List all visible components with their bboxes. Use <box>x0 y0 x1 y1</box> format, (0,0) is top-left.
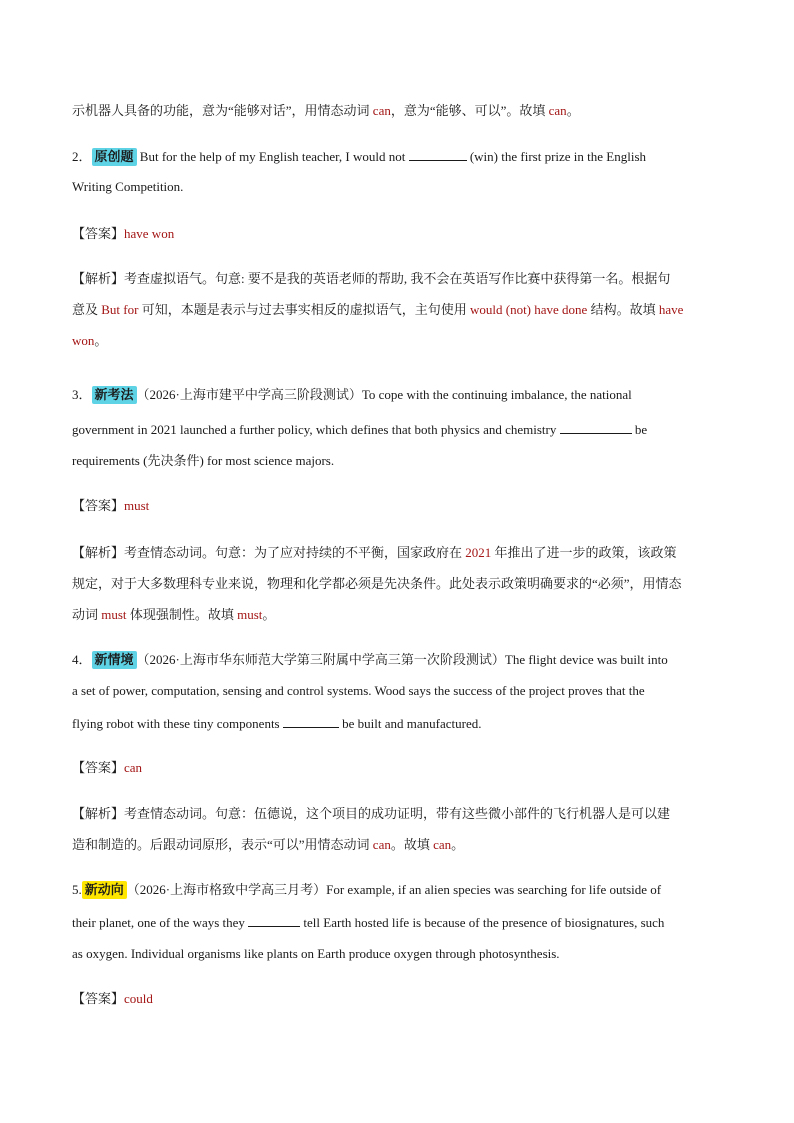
text: 示机器人具备的功能，意为“能够对话”，用情态动词 <box>72 103 373 118</box>
question-3-line-3 <box>72 452 724 470</box>
question-3-line-1 <box>72 386 724 404</box>
answer-term: won <box>72 333 95 348</box>
answer-term: can <box>372 103 391 118</box>
text: 。 <box>566 103 580 118</box>
question-text: government in 2021 launched a further policy, which defines that both physics and chemistry <box>72 422 560 437</box>
explanation-2-line-2 <box>72 301 724 319</box>
answer-label: 【答案】 <box>72 226 125 241</box>
question-4-line-2 <box>72 682 724 700</box>
answer-2 <box>72 225 724 243</box>
answer-3 <box>72 497 724 515</box>
question-number: 4． <box>72 652 92 667</box>
explanation-4-line-1 <box>72 805 724 823</box>
question-4-line-3 <box>72 714 724 733</box>
answer-term: can <box>372 837 391 852</box>
fill-blank[interactable] <box>409 147 467 161</box>
answer-value: can <box>124 760 143 775</box>
question-text: a set of power, computation, sensing and control systems. Wood says the success of the project proves that the <box>72 683 645 698</box>
answer-term: must <box>101 607 127 622</box>
text: 年推出了进一步的政策，该政策 <box>491 545 677 560</box>
text: 【解析】考查情态动词。句意：为了应对持续的不平衡，国家政府在 <box>72 545 466 560</box>
answer-label: 【答案】 <box>72 991 125 1006</box>
question-number: 5. <box>72 882 82 897</box>
answer-term: must <box>237 607 263 622</box>
question-5-line-1 <box>72 881 724 899</box>
question-text: be <box>631 422 648 437</box>
question-4-line-1 <box>72 651 724 669</box>
answer-term: can <box>433 837 452 852</box>
explanation-3-line-3 <box>72 606 724 624</box>
fill-blank[interactable] <box>560 420 632 434</box>
text: 。 <box>262 607 276 622</box>
answer-term: But for <box>101 302 139 317</box>
answer-term: have <box>658 302 684 317</box>
question-text: To cope with the continuing imbalance, the national <box>361 387 632 402</box>
answer-4 <box>72 759 724 777</box>
text: 可知，本题是表示与过去事实相反的虚拟语气，主句使用 <box>138 302 470 317</box>
question-text: their planet, one of the ways they <box>72 915 249 930</box>
question-tag-badge: 原创题 <box>92 148 137 166</box>
explanation-3-line-2 <box>72 575 724 593</box>
question-tag-badge: 新情境 <box>92 651 137 669</box>
question-tag-badge: 新动向 <box>82 881 127 899</box>
question-source: （2026·上海市华东师范大学第三附属中学高三第一次阶段测试） <box>136 652 505 667</box>
text: 造和制造的。后跟动词原形，表示“可以”用情态动词 <box>72 837 373 852</box>
question-text: The flight device was built into <box>504 652 668 667</box>
question-2-line-2 <box>72 178 724 196</box>
answer-term: would (not) have done <box>469 302 588 317</box>
answer-5 <box>72 990 724 1008</box>
question-5-line-3 <box>72 945 724 963</box>
question-number: 2． <box>72 149 92 164</box>
question-text: flying robot with these tiny components <box>72 716 283 731</box>
fill-blank[interactable] <box>283 714 339 728</box>
explanation-4-line-2 <box>72 836 724 854</box>
explanation-3-line-1 <box>72 544 724 562</box>
text: 。故填 <box>390 837 434 852</box>
explanation-2-line-1 <box>72 270 724 288</box>
answer-label: 【答案】 <box>72 760 125 775</box>
answer-value: must <box>124 498 150 513</box>
text: 。 <box>94 333 108 348</box>
explanation-2-line-3 <box>72 332 724 350</box>
answer-term: can <box>548 103 567 118</box>
question-text: as oxygen. Individual organisms like plants on Earth produce oxygen through photosynthesis. <box>72 946 560 961</box>
answer-label: 【答案】 <box>72 498 125 513</box>
text: 动词 <box>72 607 102 622</box>
question-source: （2026·上海市格致中学高三月考） <box>126 882 327 897</box>
question-text: (win) the first prize in the English <box>466 149 647 164</box>
question-5-line-2 <box>72 913 724 932</box>
explanation-text: 【解析】考查虚拟语气。句意: 要不是我的英语老师的帮助, 我不会在英语写作比赛中获得第一名。根据句 <box>72 271 671 286</box>
question-number: 3． <box>72 387 92 402</box>
explanation-text: 【解析】考查情态动词。句意：伍德说，这个项目的成功证明，带有这些微小部件的飞行机器人是可以建 <box>72 806 671 821</box>
text: 。 <box>451 837 465 852</box>
fill-blank[interactable] <box>248 913 300 927</box>
question-text: tell Earth hosted life is because of the presence of biosignatures, such <box>300 915 665 930</box>
question-text: Writing Competition. <box>72 179 184 194</box>
text: 体现强制性。故填 <box>126 607 238 622</box>
explanation-text: 规定，对于大多数理科专业来说，物理和化学都必须是先决条件。此处表示政策明确要求的“必须”，用情态 <box>72 576 682 591</box>
question-source: （2026·上海市建平中学高三阶段测试） <box>136 387 362 402</box>
question-text: be built and manufactured. <box>338 716 482 731</box>
answer-term: 2021 <box>465 545 492 560</box>
question-text: But for the help of my English teacher, I would not <box>136 149 409 164</box>
explanation-continuation <box>72 102 724 120</box>
question-2-line-1 <box>72 147 724 166</box>
question-text: For example, if an alien species was searching for life outside of <box>326 882 662 897</box>
question-3-line-2 <box>72 420 724 439</box>
text: 意及 <box>72 302 102 317</box>
answer-value: have won <box>124 226 175 241</box>
text: ，意为“能够、可以”。故填 <box>390 103 549 118</box>
question-tag-badge: 新考法 <box>92 386 137 404</box>
answer-value: could <box>124 991 153 1006</box>
text: 结构。故填 <box>587 302 659 317</box>
question-text: requirements (先决条件) for most science majors. <box>72 453 335 468</box>
